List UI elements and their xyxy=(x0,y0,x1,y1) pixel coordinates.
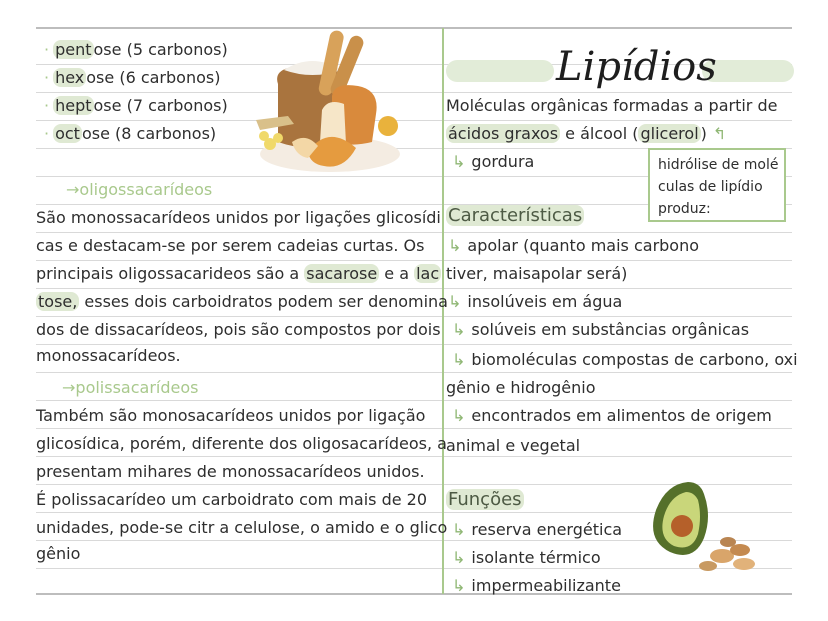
poli-line: Também são monosacarídeos unidos por ligação xyxy=(36,406,426,425)
caract-line: ↳ insolúveis em água xyxy=(448,292,623,311)
rule xyxy=(36,372,792,373)
hydrolysis-note: hidrólise de molé culas de lipídio produz: xyxy=(648,148,786,222)
rule xyxy=(36,120,792,121)
list-item: · oct ose (8 carbonos) xyxy=(44,124,217,143)
intro-line: ácidos graxos e álcool ( glicerol ) ↰ xyxy=(448,124,727,143)
oligo-line: monossacarídeos. xyxy=(36,346,181,365)
rule xyxy=(36,232,792,233)
caracteristicas-heading: Características xyxy=(448,205,583,226)
oligo-line: cas e destacam-se por serem cadeias curtas. Os xyxy=(36,236,425,255)
func-line: ↳ isolante térmico xyxy=(452,548,601,567)
funcoes-heading: Funções xyxy=(448,489,522,510)
top-rule xyxy=(36,27,792,29)
caract-line: ↳ solúveis em substâncias orgânicas xyxy=(452,320,750,339)
func-line: ↳ impermeabilizante xyxy=(452,576,621,595)
caract-line: ↳ encontrados em alimentos de origem xyxy=(452,406,772,425)
rule xyxy=(36,92,792,93)
rule xyxy=(36,400,792,401)
rule xyxy=(36,288,792,289)
poli-line: gênio xyxy=(36,544,81,563)
caract-line: ↳ apolar (quanto mais carbono xyxy=(448,236,700,255)
list-item: · hex ose (6 carbonos) xyxy=(44,68,221,87)
gordura-line: ↳ gordura xyxy=(452,152,535,171)
bread-illustration xyxy=(248,24,408,180)
avocado-nuts-illustration xyxy=(644,476,762,574)
oligo-subheading: →oligossacarídeos xyxy=(66,180,213,199)
intro-line: Moléculas orgânicas formadas a partir de xyxy=(446,96,778,115)
poli-line: glicosídica, porém, diferente dos oligosacarídeos, a xyxy=(36,434,447,453)
caract-line: gênio e hidrogênio xyxy=(446,378,596,397)
oligo-line: tose, esses dois carboidratos podem ser denomina xyxy=(38,292,448,311)
func-line: ↳ reserva energética xyxy=(452,520,623,539)
list-item: · hept ose (7 carbonos) xyxy=(44,96,228,115)
oligo-line: dos de dissacarídeos, pois são compostos por dois xyxy=(36,320,441,339)
rule xyxy=(36,260,792,261)
caract-line: ↳ biomoléculas compostas de carbono, oxi xyxy=(452,350,798,369)
rule xyxy=(36,428,792,429)
caract-line: tiver, maisapolar será) xyxy=(446,264,628,283)
poli-line: É polissacarídeo um carboidrato com mais de 20 xyxy=(36,490,428,509)
oligo-line: São monossacarídeos unidos por ligações glicosídi xyxy=(36,208,441,227)
rule xyxy=(36,344,792,345)
page-title: Lipídios xyxy=(556,44,717,90)
rule xyxy=(36,316,792,317)
title-pill-left xyxy=(446,60,554,82)
oligo-line: principais oligossacarideos são a sacarose e a lac xyxy=(36,264,440,283)
poli-line: unidades, pode-se citr a celulose, o amido e o glico xyxy=(36,518,448,537)
poli-subheading: →polissacarídeos xyxy=(62,378,199,397)
caract-line: animal e vegetal xyxy=(446,436,581,455)
poli-line: presentam mihares de monossacarídeos unidos. xyxy=(36,462,425,481)
list-item: · pent ose (5 carbonos) xyxy=(44,40,228,59)
rule xyxy=(36,456,792,457)
bottom-rule xyxy=(36,593,792,595)
